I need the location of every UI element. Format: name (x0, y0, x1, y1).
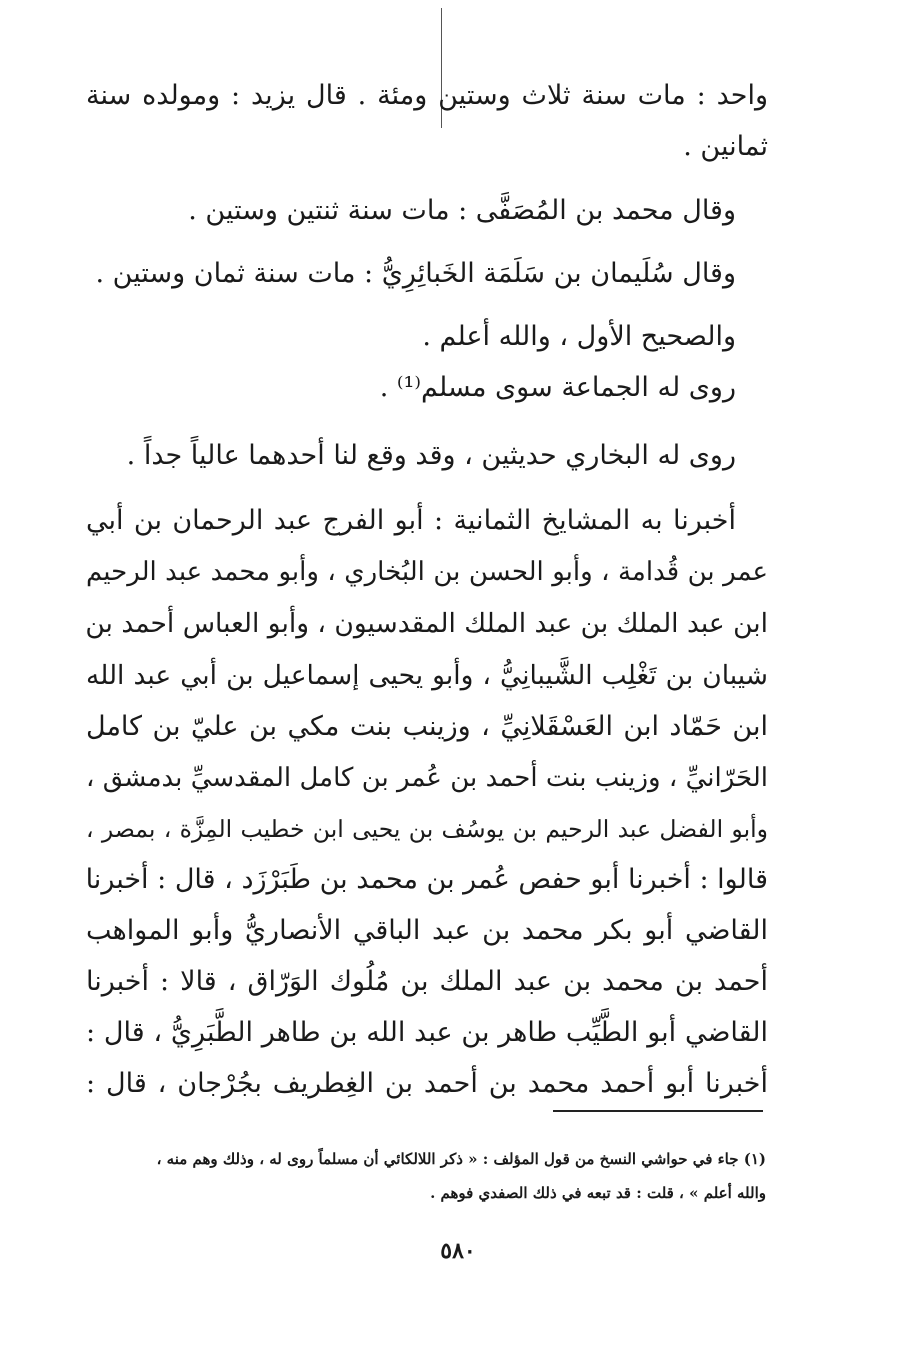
text-line: ثمانين . (683, 131, 768, 162)
text-line: ابن عبد الملك بن عبد الملك المقدسيون ، وأبو العباس أحمد بن (85, 608, 768, 639)
text-line: وقال سُلَيمان بن سَلَمَة الخَبائِرِيُّ : مات سنة ثمان وستين . (95, 258, 736, 289)
text-line: أحمد بن محمد بن عبد الملك بن مُلُوك الوَرّاق ، قالا : أخبرنا (86, 966, 768, 997)
text-line: وأبو الفضل عبد الرحيم بن يوسُف بن يحيى ابن خطيب المِزَّة ، بمصر ، (86, 815, 768, 843)
text-line: روى له الجماعة سوى مسلم⁽¹⁾ . (379, 372, 736, 403)
text-line: الحَرّانيِّ ، وزينب بنت أحمد بن عُمر بن كامل المقدسيِّ بدمشق ، (86, 763, 768, 793)
text-line: والصحيح الأول ، والله أعلم . (422, 321, 736, 352)
text-line: أخبرنا به المشايخ الثمانية : أبو الفرج عبد الرحمان بن أبي (86, 505, 736, 536)
footnote-line: (١) جاء في حواشي النسخ من قول المؤلف : « ذكر اللالكائي أن مسلماً روى له ، وذلك وهم منه ، (156, 1150, 766, 1168)
text-line: ابن حَمّاد ابن العَسْقَلانِيِّ ، وزينب بنت مكي بن عليّ بن كامل (86, 711, 768, 742)
text-line: القاضي أبو الطَّيِّب طاهر بن عبد الله بن طاهر الطَّبَرِيُّ ، قال : (86, 1017, 768, 1048)
text-line: القاضي أبو بكر محمد بن عبد الباقي الأنصاريُّ وأبو المواهب (86, 915, 768, 946)
text-line: واحد : مات سنة ثلاث وستين ومئة . قال يزيد : ومولده سنة (86, 80, 768, 111)
text-line: قالوا : أخبرنا أبو حفص عُمر بن محمد بن طَبَرْزَد ، قال : أخبرنا (85, 864, 768, 895)
text-line: عمر بن قُدامة ، وأبو الحسن بن البُخاري ، وأبو محمد عبد الرحيم (86, 557, 768, 587)
text-line: وقال محمد بن المُصَفَّى : مات سنة ثنتين وستين . (188, 195, 736, 226)
text-line: شيبان بن تَغْلِب الشَّيبانِيُّ ، وأبو يحيى إسماعيل بن أبي عبد الله (86, 660, 768, 691)
text-line: روى له البخاري حديثين ، وقد وقع لنا أحدهما عالياً جداً . (126, 440, 736, 471)
page-number: ٥٨٠ (440, 1238, 476, 1264)
text-line: أخبرنا أبو أحمد محمد بن أحمد بن الغِطريف بجُرْجان ، قال : (86, 1068, 768, 1099)
footnote-separator (553, 1110, 763, 1112)
footnote-line: والله أعلم » ، قلت : قد تبعه في ذلك الصفدي فوهم . (430, 1184, 766, 1202)
